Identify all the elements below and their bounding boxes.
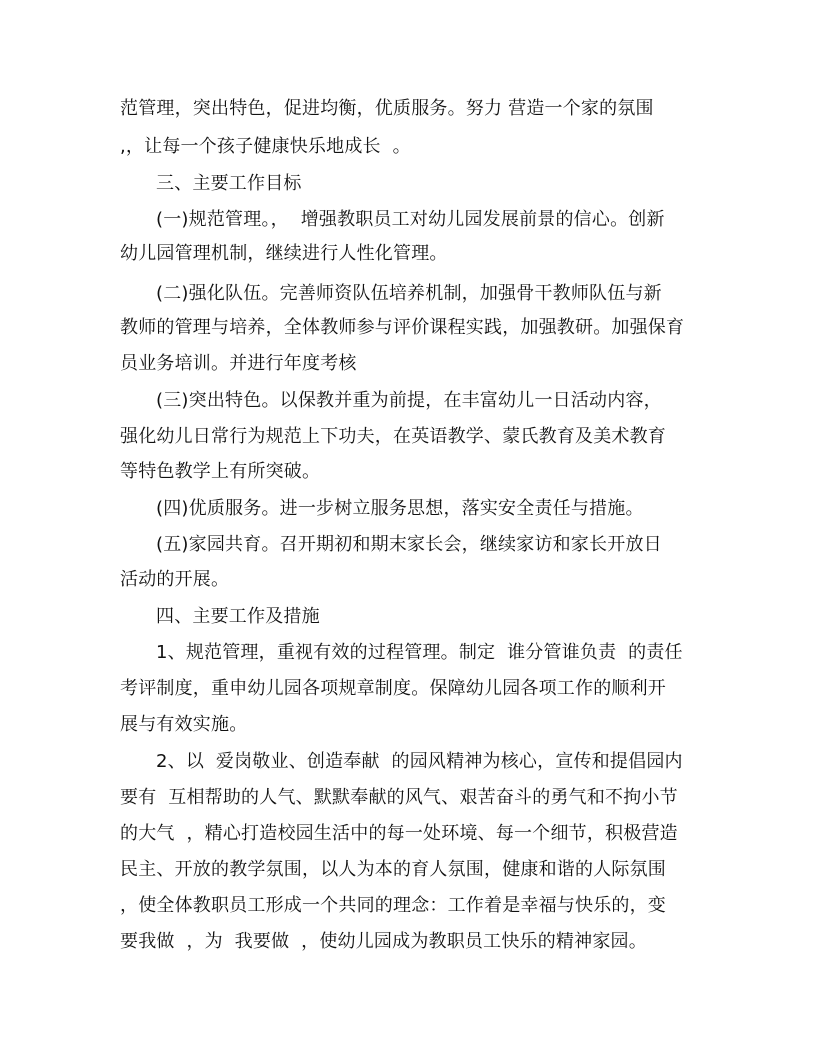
paragraph-line: 幼儿园管理机制，继续进行人性化管理。 [120,243,448,264]
paragraph-line: (二)强化队伍。完善师资队伍培养机制，加强骨干教师队伍与新 [156,283,662,304]
paragraph-line: 要我做 ，为 我要做 ，使幼儿园成为教职员工快乐的精神家园。 [120,931,647,952]
paragraph-line: 员业务培训。并进行年度考核 [120,353,357,374]
paragraph-line: 范管理，突出特色，促进均衡，优质服务。努力 营造一个家的氛围 [120,98,654,119]
paragraph-line: (三)突出特色。以保教并重为前提，在丰富幼儿一日活动内容， [156,390,662,411]
paragraph-line: 要有 互相帮助的人气、默默奉献的风气、艰苦奋斗的勇气和不拘小节 [120,787,678,808]
paragraph-line: 教师的管理与培养，全体教师参与评价课程实践，加强教研。加强保育 [120,317,685,338]
paragraph-line: (四)优质服务。进一步树立服务思想，落实安全责任与措施。 [156,498,644,519]
paragraph-line: 考评制度，重申幼儿园各项规章制度。保障幼儿园各项工作的顺利开 [120,678,666,699]
paragraph-line: (五)家园共育。召开期初和期末家长会，继续家访和家长开放日 [156,534,662,555]
paragraph-line: ，使全体教职员工形成一个共同的理念：工作着是幸福与快乐的，变 [120,895,666,916]
paragraph-line: 展与有效实施。 [120,714,248,735]
paragraph-line: 的大气 ，精心打造校园生活中的每一处环境、每一个细节，积极营造 [120,823,678,844]
paragraph-line: 1、规范管理，重视有效的过程管理。制定 谁分管谁负责 的责任 [156,642,683,663]
paragraph-line: (一)规范管理。， 增强教职员工对幼儿园发展前景的信心。创新 [156,209,665,230]
paragraph-line: 2、以 爱岗敬业、创造奉献 的园风精神为核心，宣传和提倡园内 [156,751,683,772]
paragraph-line: 民主、开放的教学氛围，以人为本的育人氛围，健康和谐的人际氛围 [120,859,666,880]
paragraph-line: ,，让每一个孩子健康快乐地成长 。 [120,136,411,157]
paragraph-line: 强化幼儿日常行为规范上下功夫，在英语教学、蒙氏教育及美术教育 [120,426,666,447]
paragraph-line: 活动的开展。 [120,569,230,590]
section-heading: 三、主要工作目标 [156,173,302,194]
paragraph-line: 等特色教学上有所突破。 [120,461,321,482]
section-heading: 四、主要工作及措施 [156,606,320,627]
